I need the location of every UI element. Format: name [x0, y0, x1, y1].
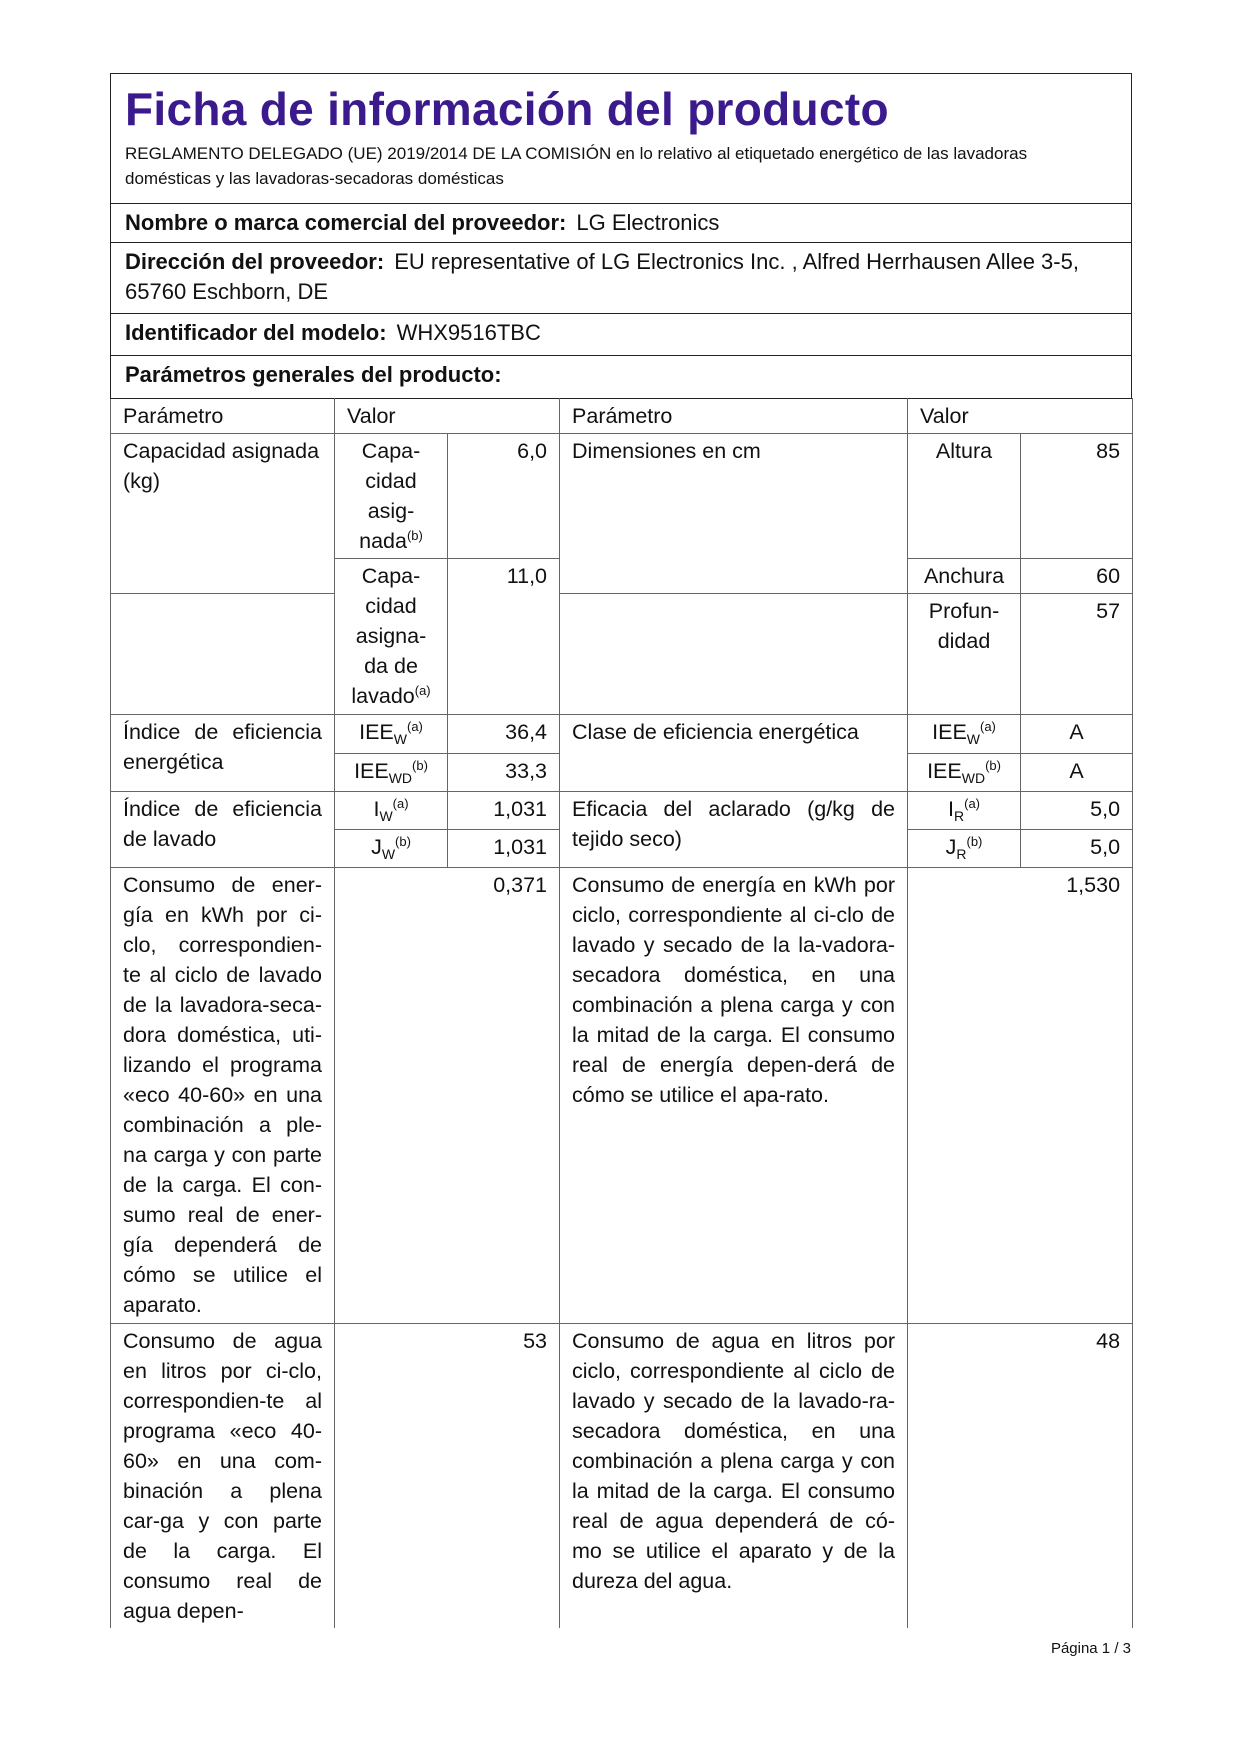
capacity-dry-label: Capa-cidad asig-nada$^{(b)}$: [335, 433, 448, 558]
capacity-dry-value: 6,0: [448, 433, 560, 558]
capacity-label-spacer: [111, 593, 335, 714]
wash-eff-j-label: $J_W^{(b)}$: [335, 829, 448, 867]
table-row: [111, 1323, 1133, 1628]
general-params-row: [110, 355, 1132, 398]
energy-class-wd-label: $IEE_{WD}^{(b)}$: [908, 753, 1021, 791]
regulation-text: REGLAMENTO DELEGADO (UE) 2019/2014 DE LA COMISIÓN en lo relativo al etiquetado energético de las lavadoras domésticas y las lavadoras-secadoras domésticas: [125, 143, 1028, 188]
rinse-i-label: $I_R^{(a)}$: [908, 791, 1021, 829]
eei-wd-value: 33,3: [448, 753, 560, 791]
table-row: [111, 867, 1133, 1323]
water-washdry-label: Consumo de agua en litros por ciclo, correspondiente al ciclo de lavado y secado de la lavado-ra-secadora doméstica, en una combinación a plena carga y con la mitad de la carga. El consumo real de agua dependerá de có-mo se utilice el aparato y de la dureza del agua.: [560, 1323, 908, 1628]
wash-eff-label: Índice de eficiencia de lavado: [111, 791, 335, 867]
energy-class-w-value: A: [1021, 714, 1133, 753]
depth-value: 57: [1021, 593, 1133, 714]
water-wash-label: Consumo de agua en litros por ci-clo, correspondien-te al programa «eco 40-60» en una com-binación a plena car-ga y con parte de la carga. El consumo real de agua depen-: [111, 1323, 335, 1628]
energy-class-wd-value: A: [1021, 753, 1133, 791]
parameters-table: [110, 398, 1133, 1628]
rinse-label: Eficacia del aclarado (g/kg de tejido seco): [560, 791, 908, 867]
energy-class-label: Clase de eficiencia energética: [560, 714, 908, 791]
dimensions-label: Dimensiones en cm: [560, 433, 908, 593]
supplier-address-label: Dirección del proveedor:: [125, 248, 385, 274]
supplier-address-row: [110, 242, 1132, 313]
supplier-name-label: Nombre o marca comercial del proveedor:: [125, 209, 567, 235]
model-id-row: [110, 313, 1132, 355]
eei-label: Índice de eficiencia energética: [111, 714, 335, 791]
col-header-param: Parámetro: [111, 398, 335, 433]
eei-wd-label: $IEE_{WD}^{(b)}$: [335, 753, 448, 791]
capacity-wash-label: Capa-cidad asigna-da de lavado$^{(a)}$: [335, 558, 448, 714]
col-header-value2: Valor: [908, 398, 1133, 433]
header-box: [110, 73, 1132, 203]
supplier-name-row: [110, 203, 1132, 242]
table-row: [111, 714, 1133, 753]
energy-wash-label: Consumo de ener-gía en kWh por ci-clo, correspondien-te al ciclo de lavado de la lavadora-seca-dora doméstica, uti-lizando el programa «eco 40-60» en una combinación a ple-na carga y con parte de la carga. El con-sumo real de ener-gía dependerá de cómo se utilice el aparato.: [111, 867, 335, 1323]
dimensions-label-spacer: [560, 593, 908, 714]
width-label: Anchura: [908, 558, 1021, 593]
water-washdry-value: 48: [908, 1323, 1133, 1628]
table-row: [111, 593, 1133, 714]
energy-washdry-label: Consumo de energía en kWh por ciclo, correspondiente al ci-clo de lavado y secado de la la-vadora-secadora doméstica, en una combinación a plena carga y con la mitad de la carga. El consumo real de energía depen-derá de cómo se utilice el apa-rato.: [560, 867, 908, 1323]
height-value: 85: [1021, 433, 1133, 558]
width-value: 60: [1021, 558, 1133, 593]
rinse-j-value: 5,0: [1021, 829, 1133, 867]
supplier-address-value: EU representative of LG Electronics Inc. , Alfred Herrhausen Allee 3-5, 65760 Eschborn, DE: [125, 248, 1079, 304]
energy-wash-value: 0,371: [335, 867, 560, 1323]
model-id-label: Identificador del modelo:: [125, 319, 387, 345]
height-label: Altura: [908, 433, 1021, 558]
capacity-label: Capacidad asignada (kg): [111, 433, 335, 593]
product-info-sheet: [110, 73, 1132, 1628]
rinse-i-value: 5,0: [1021, 791, 1133, 829]
water-wash-value: 53: [335, 1323, 560, 1628]
capacity-wash-value: 11,0: [448, 558, 560, 714]
col-header-param2: Parámetro: [560, 398, 908, 433]
eei-w-value: 36,4: [448, 714, 560, 753]
page-number: Página 1 / 3: [1050, 1640, 1131, 1657]
table-row: [111, 791, 1133, 829]
depth-label: Profun-didad: [908, 593, 1021, 714]
eei-w-label: $IEE_W^{(a)}$: [335, 714, 448, 753]
model-id-value: WHX9516TBC: [396, 319, 541, 345]
energy-washdry-value: 1,530: [908, 867, 1133, 1323]
supplier-name-value: LG Electronics: [576, 209, 720, 235]
wash-eff-j-value: 1,031: [448, 829, 560, 867]
page-title: Ficha de información del producto: [125, 83, 889, 135]
general-params-label: Parámetros generales del producto:: [125, 361, 502, 387]
col-header-value: Valor: [335, 398, 560, 433]
table-header-row: [111, 398, 1133, 433]
wash-eff-i-label: $I_W^{(a)}$: [335, 791, 448, 829]
energy-class-w-label: $IEE_W^{(a)}$: [908, 714, 1021, 753]
rinse-j-label: $J_R^{(b)}$: [908, 829, 1021, 867]
wash-eff-i-value: 1,031: [448, 791, 560, 829]
